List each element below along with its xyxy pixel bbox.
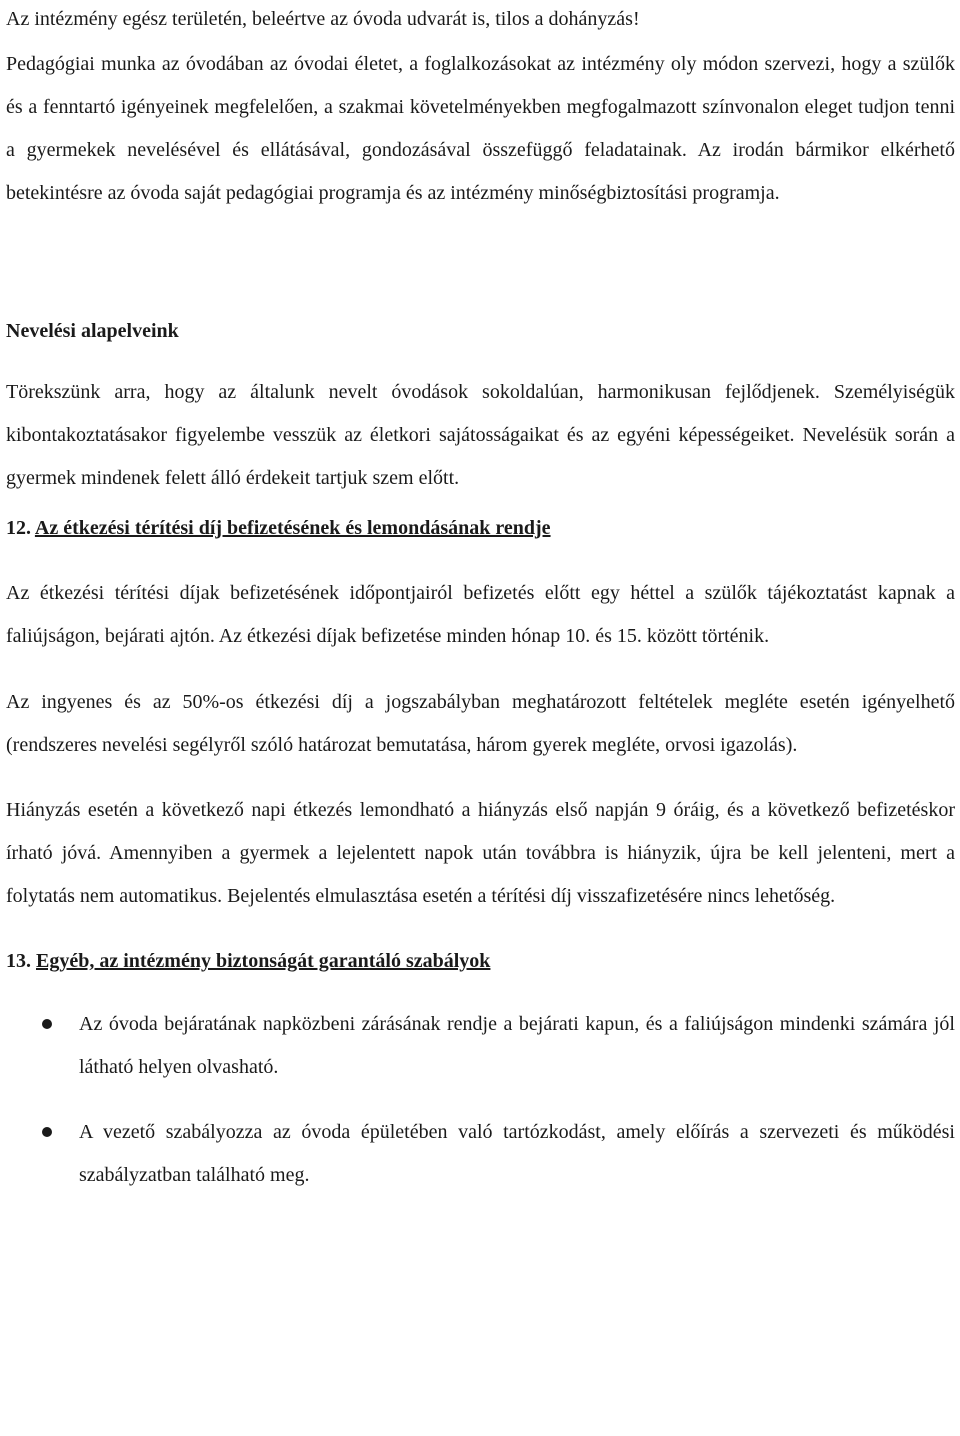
bullet-icon: [42, 1019, 52, 1029]
section-13-number: 13.: [6, 950, 31, 972]
section-13-heading: [6, 940, 955, 983]
list-item: [6, 1003, 955, 1089]
bullet-icon: [42, 1127, 52, 1137]
section-12-number: 12.: [6, 517, 31, 539]
list-item-text: Az óvoda bejáratának napközbeni zárásának rendje a bejárati kapun, és a faliújságon mindenki számára jól látható helyen olvasható.: [79, 1013, 955, 1078]
free-meal-paragraph: Az ingyenes és az 50%-os étkezési díj a jogszabályban meghatározott feltételek megléte esetén igényelhető (rendszeres nevelési segélyről szóló határozat bemutatása, három gyerek megléte, orvosi igazolás).: [6, 691, 955, 756]
list-item-text: A vezető szabályozza az óvoda épületében való tartózkodást, amely előírás a szervezeti és működési szabályzatban található meg.: [79, 1121, 955, 1186]
pedagogical-paragraph: Pedagógiai munka az óvodában az óvodai életet, a foglalkozásokat az intézmény oly módon szervezi, hogy a szülők és a fenntartó igényeinek megfelelően, a szakmai követelményekben megfogalmazott színvonalon eleget tudjon tenni a gyermekek nevelésével és ellátásával, gondozásával összefüggő feladatainak. Az irodán bármikor elkérhető betekintésre az óvoda saját pedagógiai programja és az intézmény minőségbiztosítási programja.: [6, 53, 955, 204]
absence-paragraph: Hiányzás esetén a következő napi étkezés lemondható a hiányzás első napján 9 óráig, és a következő befizetéskor írható jóvá. Amennyiben a gyermek a lejelentett napok után továbbra is hiányzik, újra be kell jelenteni, mert a folytatás nem automatikus. Bejelentés elmulasztása esetén a térítési díj visszafizetésére nincs lehetőség.: [6, 799, 955, 907]
rules-list: [6, 1003, 955, 1197]
section-12-title: Az étkezési térítési díj befizetésének és lemondásának rendje: [34, 517, 551, 539]
section-13-title: Egyéb, az intézmény biztonságát garantáló szabályok: [36, 950, 491, 972]
section-12-heading: [6, 507, 955, 550]
fee-payment-paragraph: Az étkezési térítési díjak befizetésének időpontjairól befizetés előtt egy héttel a szülők tájékoztatást kapnak a faliújságon, bejárati ajtón. Az étkezési díjak befizetése minden hónap 10. és 15. között történik.: [6, 582, 955, 647]
smoking-notice: Az intézmény egész területén, beleértve az óvoda udvarát is, tilos a dohányzás!: [6, 8, 640, 30]
principles-paragraph: Törekszünk arra, hogy az általunk nevelt óvodások sokoldalúan, harmonikusan fejlődjenek. Személyiségük kibontakoztatásakor figyelembe vesszük az életkori sajátosságaikat és az egyéni képességeiket. Nevelésük során a gyermek mindenek felett álló érdekeit tartjuk szem előtt.: [6, 381, 955, 489]
list-item: [6, 1111, 955, 1197]
principles-heading: Nevelési alapelveink: [6, 320, 179, 342]
